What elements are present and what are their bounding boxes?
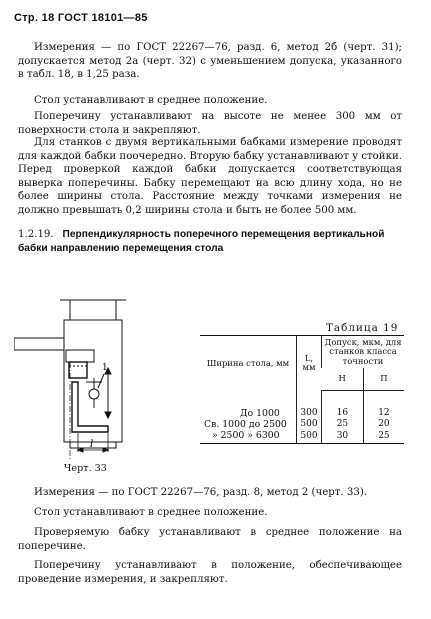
paragraph-two-heads: Для станков с двумя вертикальными бабками измерение проводят для каждой бабки поочередно. Вторую бабку устанавливают у стойки. Перед проверкой каждой бабки допускается соответствующая выверка поперечины. Бабку перемещают на всю длину хода, но не более ширины стола. Расстояние между точками измерения не должно превышать 0,2 ширины стола и быть не более 500 мм.	[18, 137, 402, 216]
crossrail-left	[14, 338, 64, 350]
paragraph-crossrail-position-2: Поперечину устанавливают в положение, обеспечивающее проведение измерения, и закрепляют.	[18, 560, 402, 585]
cell-L: 500	[297, 419, 322, 430]
header-class-H: Н	[322, 368, 364, 391]
head-block	[66, 350, 94, 362]
header-L: L, мм	[297, 336, 322, 391]
paragraph-head-position: Проверяемую бабку устанавливают в среднее положение на поперечине.	[18, 527, 402, 552]
cell-H: 16	[322, 391, 364, 420]
header-class-P: П	[363, 368, 404, 391]
cell-L: 500	[297, 430, 322, 444]
paragraph-measurement-method: Измерения — по ГОСТ 22267—76, разд. 6, метод 2б (черт. 31); допускается метод 2а (черт. 32) с уменьшением допуска, указанного в табл. 18, в 1,25 раза.	[18, 42, 402, 81]
cell-H: 25	[322, 419, 364, 430]
header-table-width: Ширина стола, мм	[200, 336, 297, 391]
table-row	[200, 419, 404, 430]
square-tool	[72, 382, 108, 432]
cell-width: Св. 1000 до 2500	[204, 419, 287, 430]
page-header: Стр. 18 ГОСТ 18101—85	[14, 12, 148, 24]
label-l: l	[90, 439, 94, 450]
section-title: Перпендикулярность поперечного перемещения вертикальной бабки направлению перемещения стола	[18, 229, 385, 254]
paragraph-crossrail-position: Поперечину устанавливают на высоте не менее 300 мм от поверхности стола и закрепляют.	[18, 111, 402, 136]
section-heading	[18, 228, 406, 255]
table-caption: Таблица 19	[326, 322, 399, 334]
section-number: 1.2.19.	[18, 229, 54, 240]
header-tolerance: Допуск, мкм, для станков класса точности	[322, 336, 405, 369]
cell-P: 25	[363, 430, 404, 444]
table-row	[200, 430, 404, 444]
table-row	[200, 391, 404, 420]
indicator-dial	[89, 389, 99, 399]
figure-caption: Черт. 33	[64, 463, 107, 474]
cell-width: » 2500 » 6300	[200, 430, 297, 444]
cell-P: 20	[363, 419, 404, 430]
label-1: 1	[102, 363, 108, 373]
figure-33-drawing	[14, 290, 194, 460]
cell-width: До 1000	[240, 407, 280, 419]
paragraph-measurement-method-2: Измерения — по ГОСТ 22267—76, разд. 8, метод 2 (черт. 33).	[34, 487, 368, 498]
cell-L: 300	[297, 391, 322, 420]
paragraph-table-position: Стол устанавливают в среднее положение.	[34, 95, 268, 106]
paragraph-table-position-2: Стол устанавливают в среднее положение.	[34, 507, 268, 518]
cell-P: 12	[363, 391, 404, 420]
column-top	[70, 300, 116, 320]
table-19	[200, 335, 404, 444]
spindle	[69, 362, 87, 378]
cell-H: 30	[322, 430, 364, 444]
